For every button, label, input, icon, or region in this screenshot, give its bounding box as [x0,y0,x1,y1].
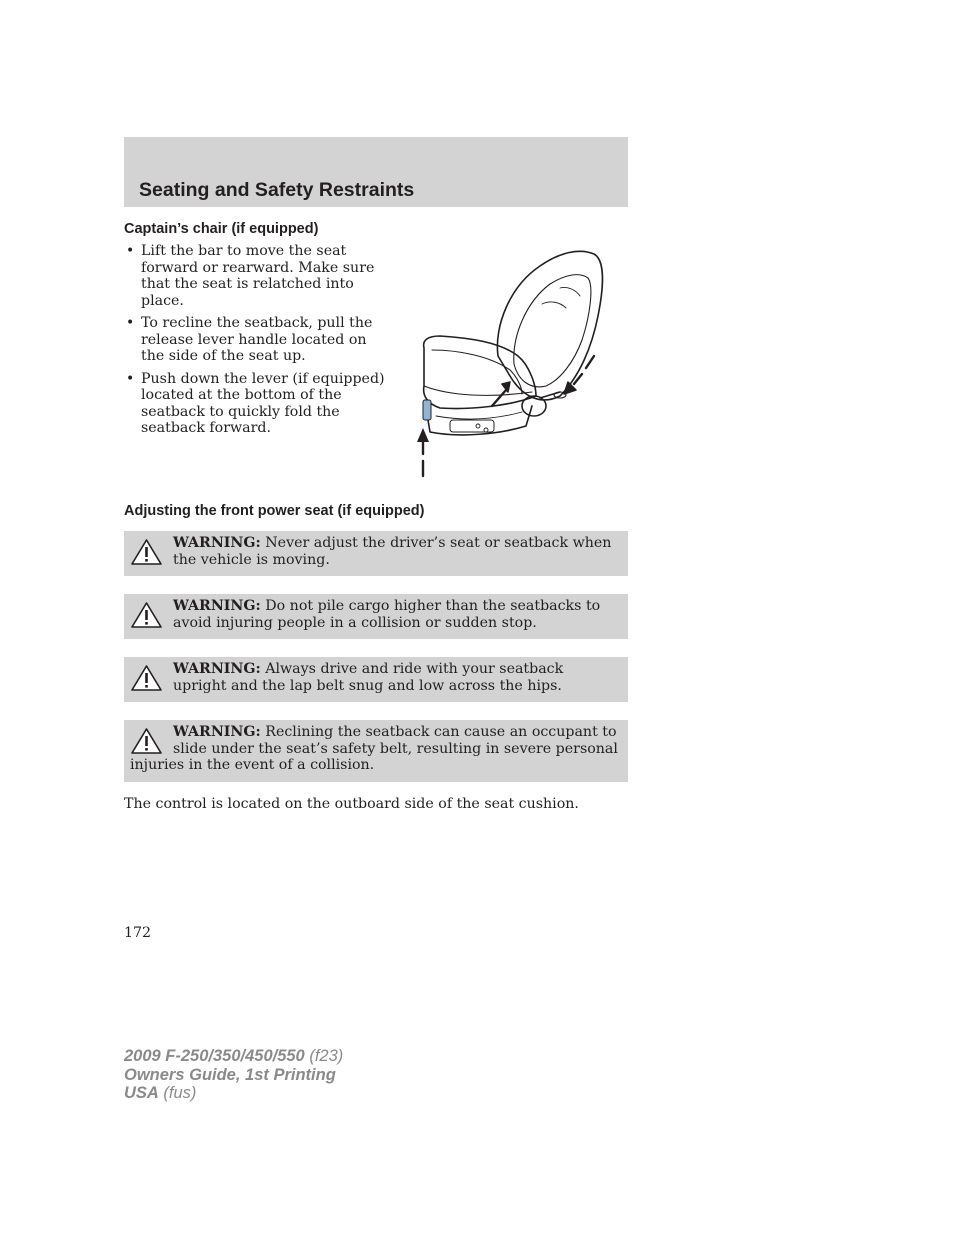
warning-label: WARNING: [173,661,261,677]
warning-label: WARNING: [173,598,261,614]
captains-chair-heading: Captain’s chair (if equipped) [124,221,319,237]
warning-text: Always drive and ride with your seatback upright and the lap belt snug and low across the hips. [173,661,564,694]
warning-triangle-icon [130,727,163,755]
warning-label: WARNING: [173,724,261,740]
captains-chair-seat-illustration [410,246,610,482]
warning-text: Never adjust the driver’s seat or seatback when the vehicle is moving. [173,535,612,568]
bullet-text: Push down the lever (if equipped) located at the bottom of the seatback to quickly fold the seatback forward. [141,370,385,436]
bullet-text: Lift the bar to move the seat forward or rearward. Make sure that the seat is relatched into place. [141,243,375,309]
power-seat-heading: Adjusting the front power seat (if equipped) [124,503,425,519]
bullet-glyph: • [126,243,135,259]
footer-model: 2009 F-250/350/450/550 [124,1047,305,1065]
warning-triangle-icon [130,538,163,566]
bullet-text: To recline the seatback, pull the release lever handle located on the side of the seat up. [141,315,373,364]
warning-box [124,720,628,782]
warning-box [124,531,628,576]
warning-triangle-icon [130,664,163,692]
warning-triangle-icon [130,601,163,629]
list-item [124,243,386,309]
footer-guide: Owners Guide, 1st Printing [124,1065,336,1084]
footer-line-model [124,1047,343,1066]
list-item [124,315,386,365]
footer-market: USA [124,1084,159,1102]
list-item [124,371,386,437]
section-title: Seating and Safety Restraints [139,179,415,201]
warning-label: WARNING: [173,535,261,551]
warning-text: Reclining the seatback can cause an occupant to slide under the seat’s safety belt, resulting in severe personal injuries in the event of a collision. [130,724,618,773]
document-footer [124,1047,343,1103]
footer-market-code: (fus) [158,1084,197,1102]
warning-text: Do not pile cargo higher than the seatbacks to avoid injuring people in a collision or sudden stop. [173,598,601,631]
captains-chair-bullet-list [124,243,386,443]
page-number: 172 [124,925,152,941]
bullet-glyph: • [126,315,135,331]
warning-box [124,594,628,639]
body-paragraph: The control is located on the outboard side of the seat cushion. [124,796,579,812]
bullet-glyph: • [126,370,135,387]
footer-line-market [124,1084,343,1103]
footer-model-code: (f23) [304,1047,344,1065]
warning-box [124,657,628,702]
section-header-band [124,137,628,207]
